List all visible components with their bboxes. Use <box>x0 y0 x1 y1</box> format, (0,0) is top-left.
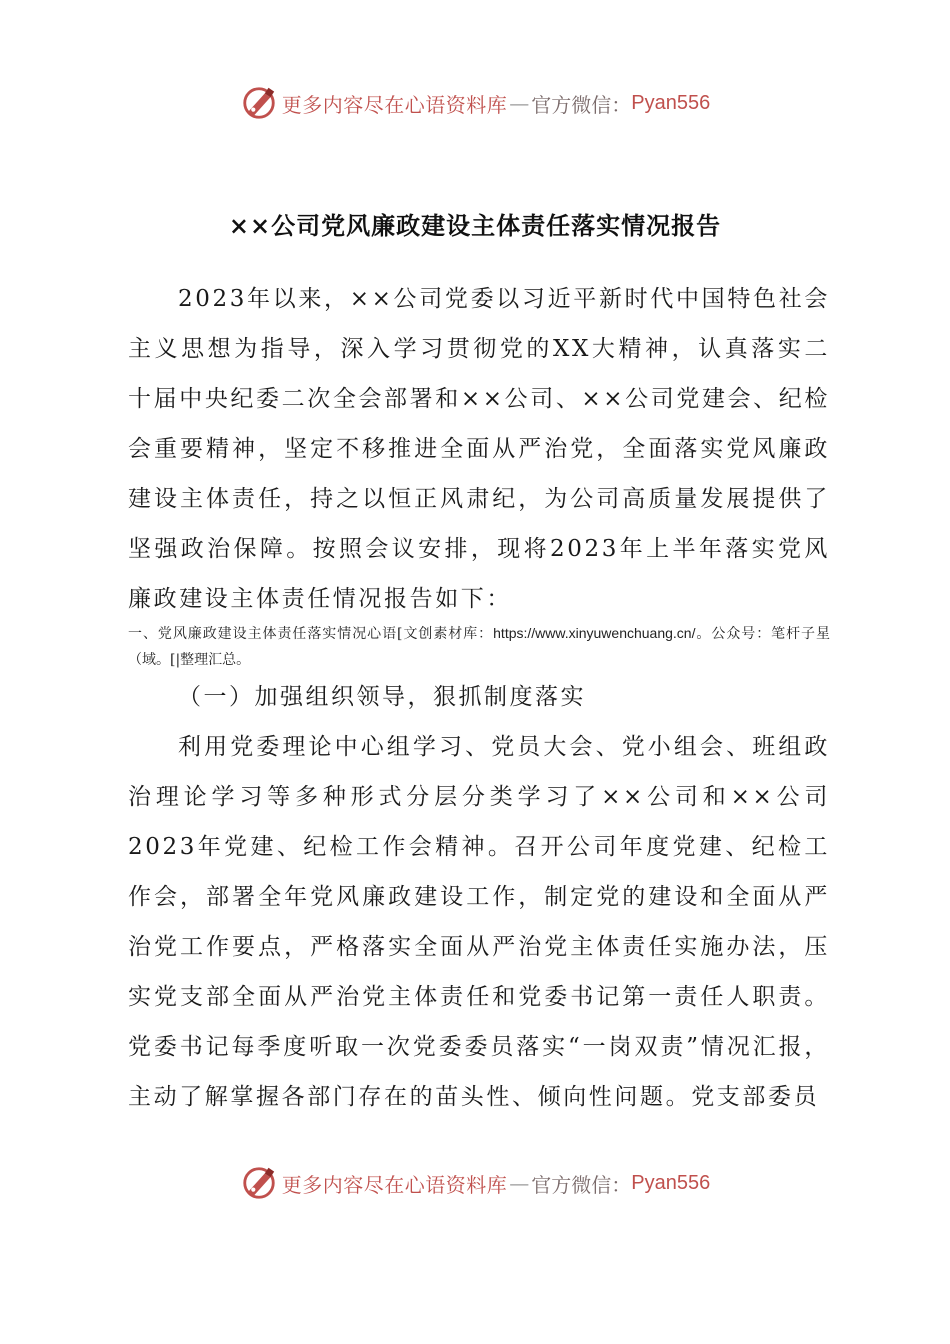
banner-text: 更多内容尽在心语资料库 <box>281 1172 508 1197</box>
intro-paragraph: 2023年以来，××公司党委以习近平新时代中国特色社会主义思想为指导，深入学习贯彻党的XX大精神，认真落实二十届中央纪委二次全会部署和××公司、××公司党建会、纪检会重要精神，坚定不移推进全面从严治党，全面落实党风廉政建设主体责任，持之以恒正风肃纪，为公司高质量发展提供了坚强政治保障。按照会议安排，现将2023年上半年落实党风廉政建设主体责任情况报告如下： <box>128 286 830 612</box>
note-suffix: 。公众号：笔杆子星（域。[|整理汇总。 <box>128 626 831 668</box>
footer-banner <box>0 1158 950 1208</box>
banner-separator: — <box>509 1171 530 1195</box>
banner-wechat-label: 官方微信： <box>531 1172 632 1197</box>
section-paragraph: 利用党委理论中心组学习、党员大会、党小组会、班组政治理论学习等多种形式分层分类学习了××公司和××公司2023年党建、纪检工作会精神。召开公司年度党建、纪检工作会，部署全年党风廉政建设工作，制定党的建设和全面从严治党工作要点，严格落实全面从严治党主体责任实施办法，压实党支部全面从严治党主体责任和党委书记第一责任人职责。党委书记每季度听取一次党委委员落实“一岗双责”情况汇报，主动了解掌握各部门存在的苗头性、倾向性问题。党支部委员 <box>128 734 830 1110</box>
banner-wechat-label: 官方微信： <box>531 92 632 117</box>
banner-separator: — <box>509 91 530 115</box>
section-body-block <box>128 722 830 1122</box>
header-banner <box>0 78 950 128</box>
banner-text: 更多内容尽在心语资料库 <box>281 92 508 117</box>
banner-wechat-id: Pyan556 <box>631 1171 711 1194</box>
note-prefix: 一、党风廉政建设主体责任落实情况心语[文创素材库： <box>128 626 494 642</box>
section-heading: （一）加强组织领导，狠抓制度落实 <box>178 684 586 710</box>
intro-block <box>128 274 830 624</box>
source-note <box>128 620 830 673</box>
pen-logo-icon <box>240 1164 278 1202</box>
document-title: ××公司党风廉政建设主体责任落实情况报告 <box>228 211 722 240</box>
banner-wechat-id: Pyan556 <box>631 91 711 114</box>
pen-logo-icon <box>240 84 278 122</box>
note-url: https://www.xinyuwenchuang.cn/ <box>493 625 696 641</box>
